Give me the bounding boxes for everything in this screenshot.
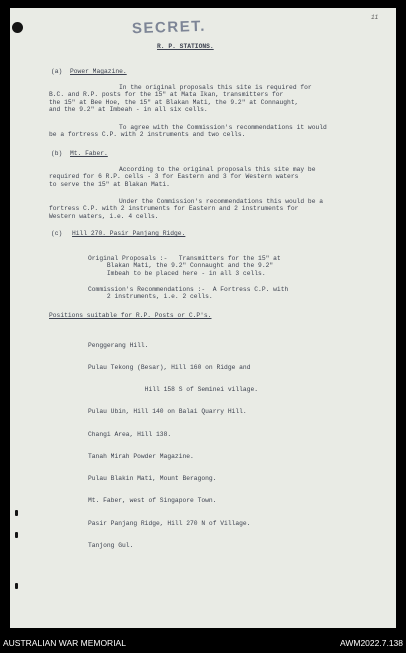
paragraph: According to the original proposals this site may be required for 6 R.P. cells - 3 for Eastern and 3 for Western waters to serve the 15" at Blakan Mati.	[49, 166, 316, 188]
footer-credit: AUSTRALIAN WAR MEMORIAL	[3, 638, 126, 648]
commission-recommendations: Commission's Recommendations :- A Fortress C.P. with 2 instruments, i.e. 2 cells.	[88, 286, 289, 301]
original-proposals: Original Proposals :- Transmitters for the 15" at Blakan Mati, the 9.2" Connaught and the 9.2" Imbeah to be placed here - in all 3 cells.	[88, 255, 281, 277]
list-item: Pulau Ubin, Hill 140 on Balai Quarry Hill.	[88, 408, 247, 416]
punch-hole	[15, 532, 18, 538]
secret-stamp: SECRET.	[131, 17, 207, 38]
list-item: Mt. Faber, west of Singapore Town.	[88, 497, 217, 505]
list-item: Hill 158 S of Seminei village.	[88, 386, 259, 394]
positions-heading: Positions suitable for R.P. Posts or C.P's.	[49, 312, 212, 319]
list-item: Pulau Blakin Mati, Mount Beragong.	[88, 475, 217, 483]
section-marker: (c)	[51, 230, 63, 237]
paragraph: Under the Commission's recommendations this would be a fortress C.P. with 2 instruments for Eastern and 2 instruments for Western waters, i.e. 4 cells.	[49, 198, 324, 220]
page-number: 11	[371, 14, 379, 21]
footer-reference: AWM2022.7.138	[340, 638, 403, 648]
paragraph: To agree with the Commission's recommendations it would be a fortress C.P. with 2 instruments and two cells.	[49, 124, 327, 139]
section-heading: Mt. Faber.	[70, 150, 108, 157]
paragraph: In the original proposals this site is required for B.C. and R.P. posts for the 15" at Mata Ikan, transmitters for the 15" at Bee Hoe, the 15" at Blakan Mati, the 9.2" at Connaught, and the 9.2" at Imbeah - in all six cells.	[49, 84, 312, 114]
punch-hole	[15, 583, 18, 589]
list-item: Penggerang Hill.	[88, 341, 149, 349]
list-item: Changi Area, Hill 138.	[88, 430, 172, 438]
section-heading: Hill 270. Pasir Panjang Ridge.	[72, 230, 186, 237]
list-item: Pasir Panjang Ridge, Hill 270 N of Village.	[88, 519, 251, 527]
list-item: Tanjong Gul.	[88, 541, 134, 549]
section-marker: (b)	[51, 150, 63, 157]
list-item: Pulau Tekong (Besar), Hill 160 on Ridge and	[88, 364, 251, 372]
list-item: Tanah Mirah Powder Magazine.	[88, 452, 194, 460]
document-title: R. P. STATIONS.	[157, 43, 214, 50]
punch-hole	[12, 22, 23, 33]
punch-hole	[15, 510, 18, 516]
positions-list	[88, 327, 258, 557]
section-heading: Power Magazine.	[70, 68, 127, 75]
section-marker: (a)	[51, 68, 63, 75]
